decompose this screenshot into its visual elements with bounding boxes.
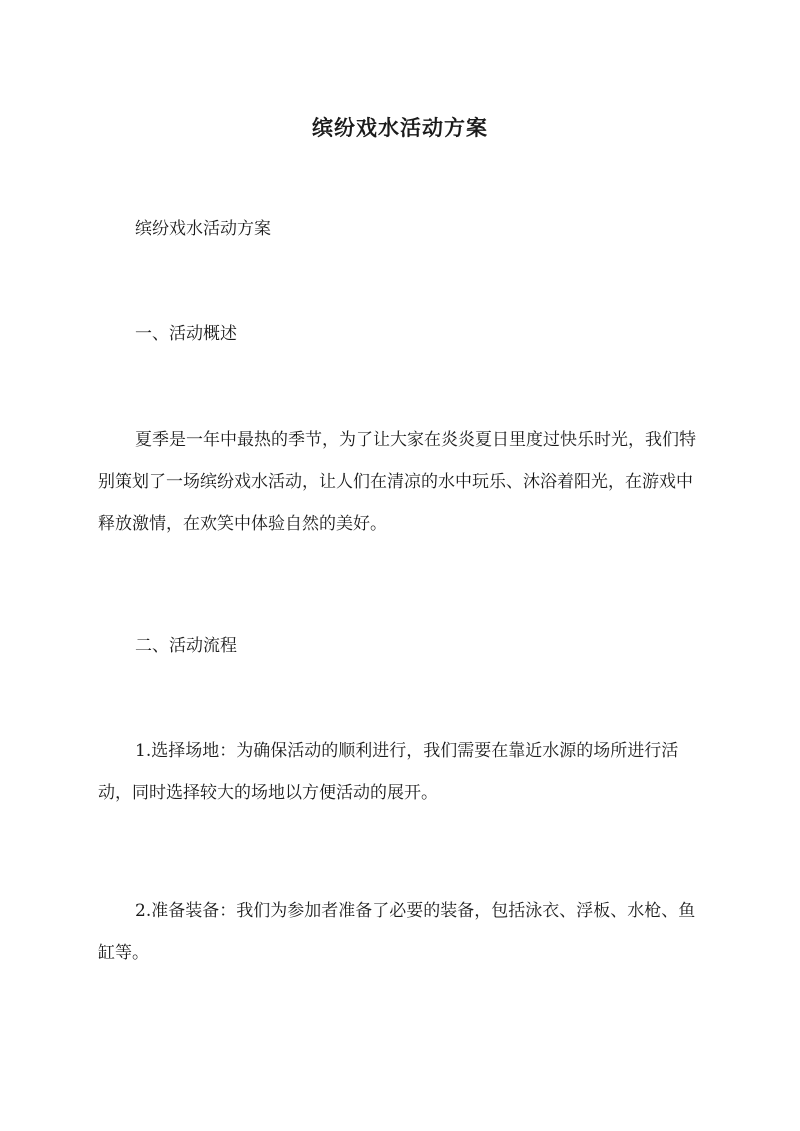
document-title: 缤纷戏水活动方案: [312, 115, 488, 141]
process-step-2: 2.准备装备：我们为参加者准备了必要的装备，包括泳衣、浮板、水枪、鱼缸等。: [98, 901, 696, 963]
overview-paragraph: 夏季是一年中最热的季节，为了让大家在炎炎夏日里度过快乐时光，我们特别策划了一场缤纷戏水活动，让人们在清凉的水中玩乐、沐浴着阳光，在游戏中释放激情，在欢笑中体验自然的美好。: [98, 430, 696, 534]
section-heading-overview: 一、活动概述: [135, 324, 237, 344]
process-step-1: 1.选择场地：为确保活动的顺利进行，我们需要在靠近水源的场所进行活动，同时选择较大的场地以方便活动的展开。: [98, 741, 679, 803]
section-heading-process: 二、活动流程: [135, 636, 237, 656]
document-subtitle: 缤纷戏水活动方案: [135, 219, 271, 239]
